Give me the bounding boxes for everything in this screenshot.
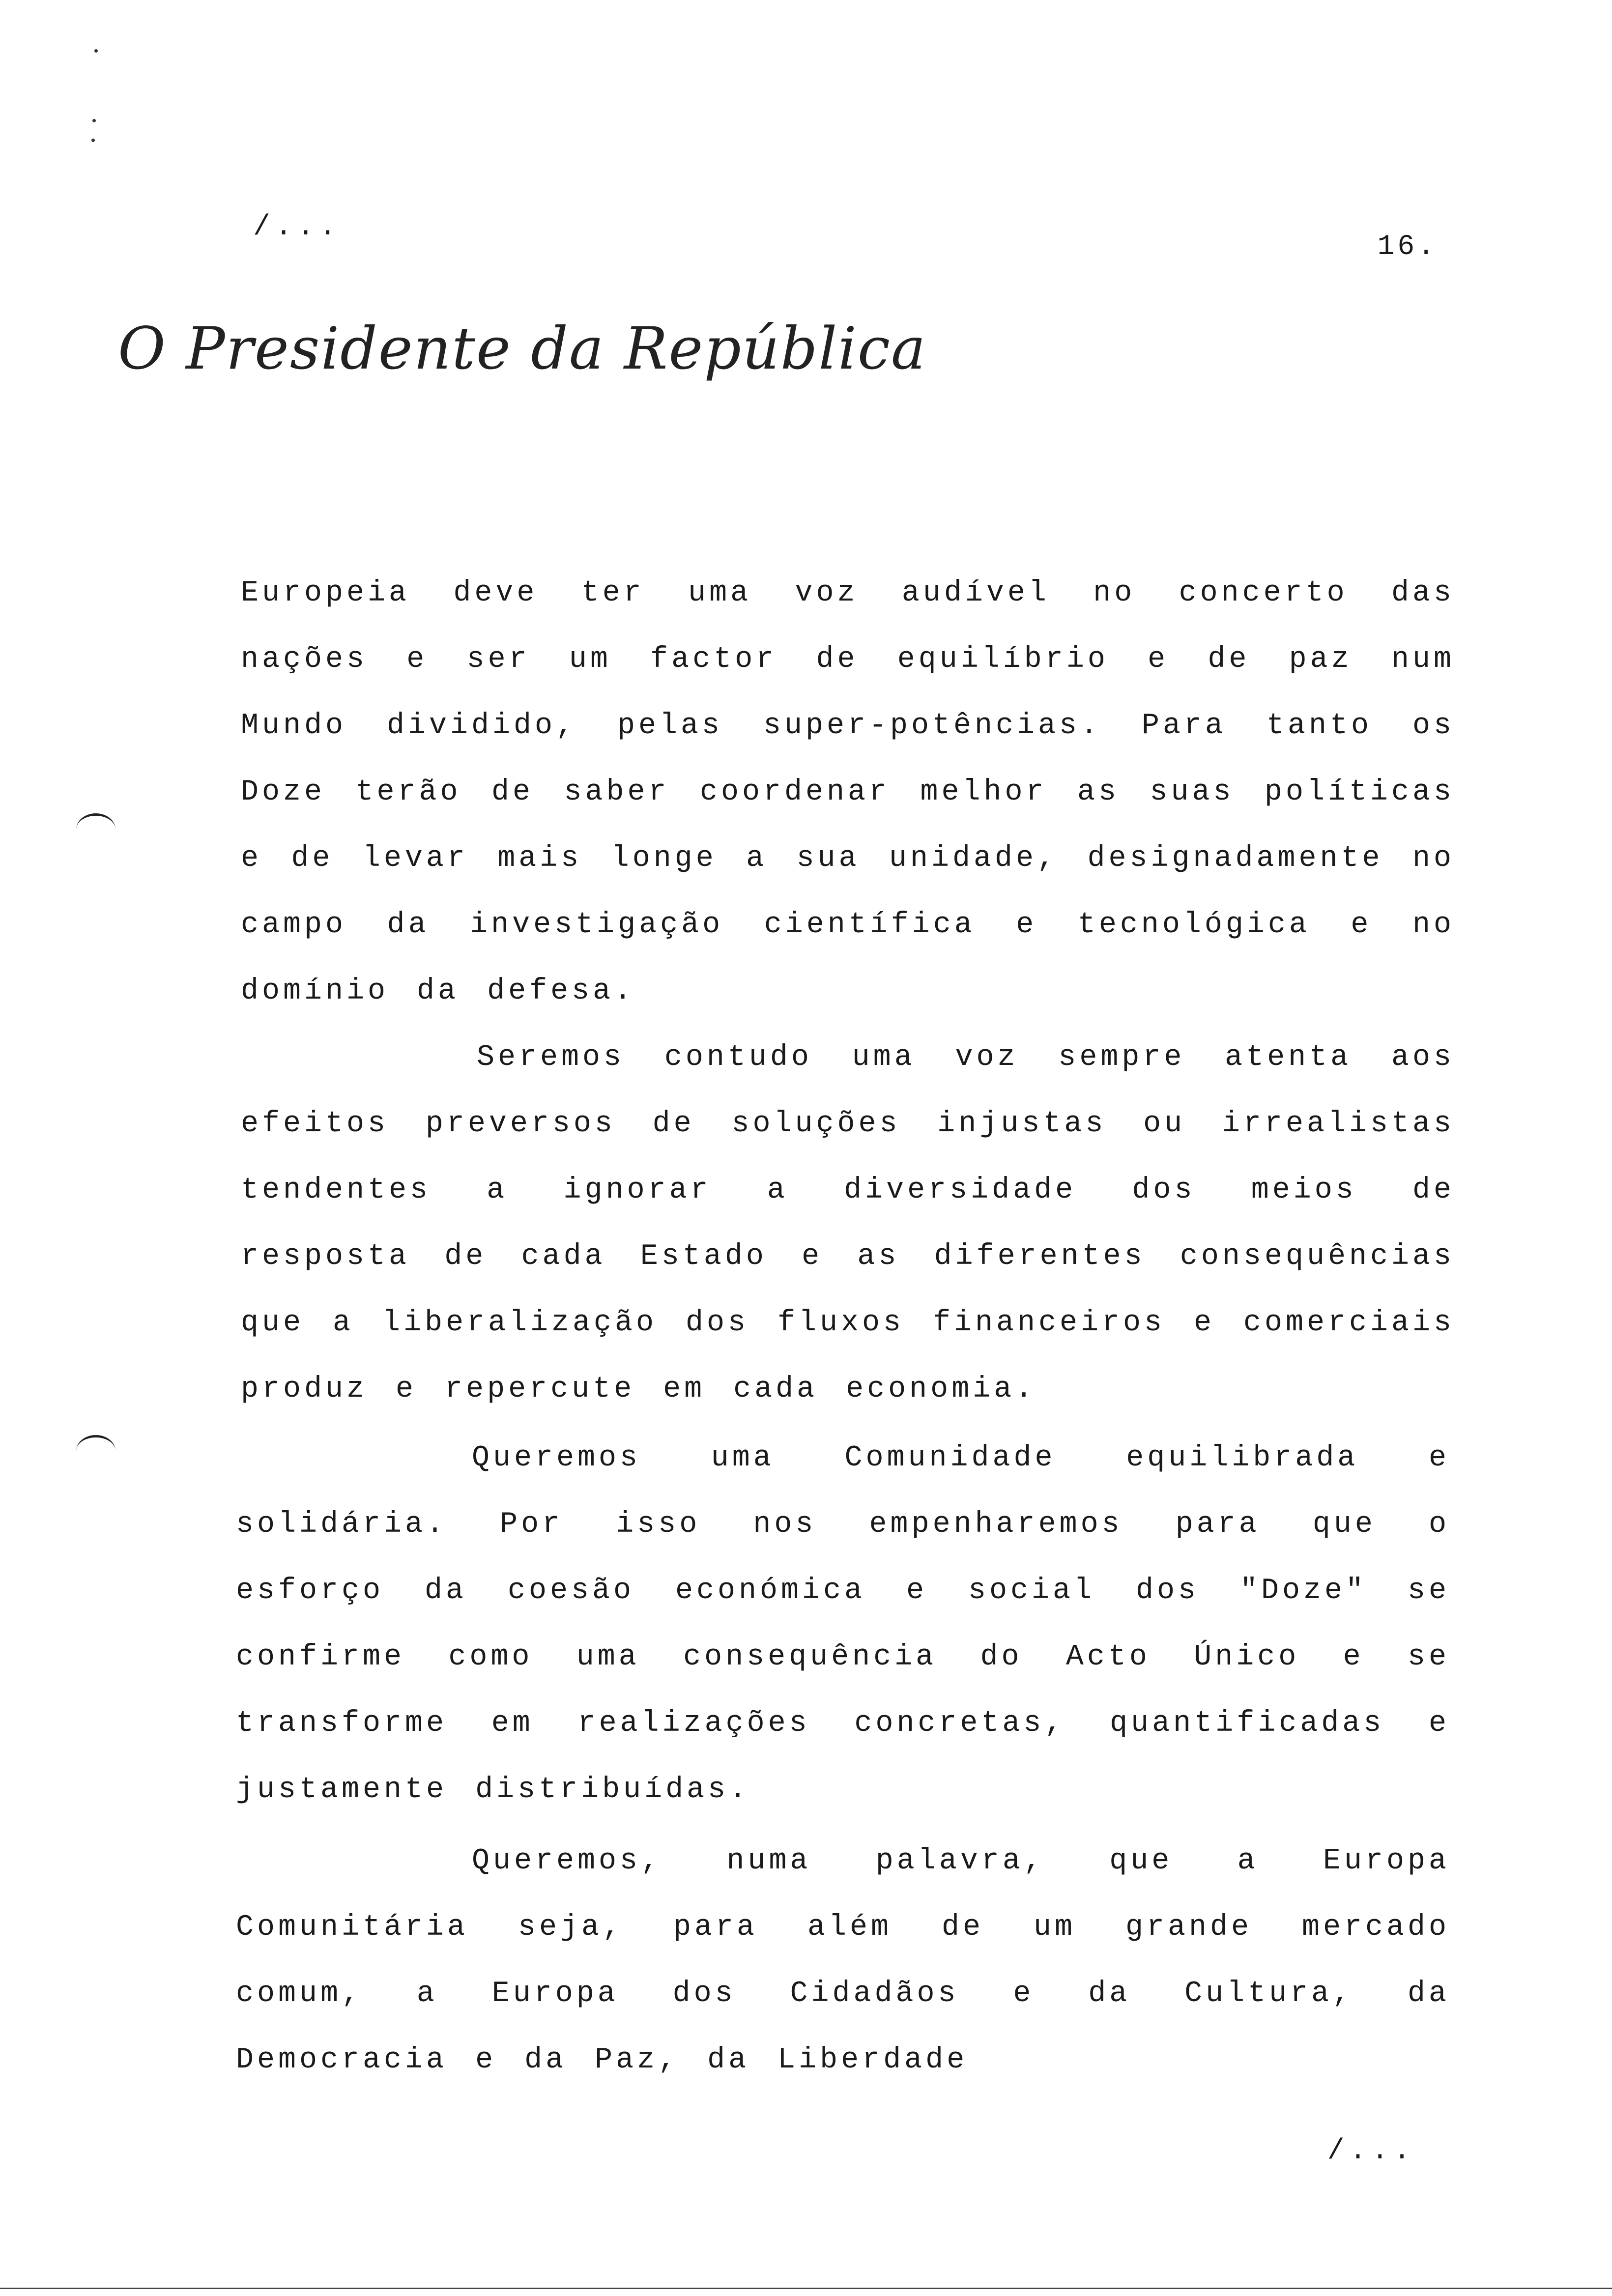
punch-hole-mark <box>76 813 115 845</box>
punch-hole-mark <box>76 1435 115 1467</box>
scan-speck <box>94 49 98 53</box>
paragraph-3: Queremos uma Comunidade equilibrada e solidária. Por isso nos empenharemos para que o esforço da coesão económica e social dos "Doze" se confirme como uma consequência do Acto Único e se transforme em realizações concretas, quantificadas e justamente distribuídas. <box>236 1441 1450 1807</box>
continuation-marker-top: /... <box>253 211 342 243</box>
scan-speck <box>92 119 96 122</box>
scan-speck <box>91 139 95 142</box>
letterhead-title: O Presidente da República <box>118 315 927 382</box>
scan-edge-line <box>0 2288 1612 2289</box>
paragraph-2: Seremos contudo uma voz sempre atenta aos efeitos preversos de soluções injustas ou irrealistas tendentes a ignorar a diversidade dos meios de resposta de cada Estado e as diferentes consequências que a liberalização dos fluxos financeiros e comerciais produz e repercute em cada economia. <box>241 1041 1455 1406</box>
continuation-marker-bottom: /... <box>1327 2135 1415 2167</box>
paragraph-1: Europeia deve ter uma voz audível no concerto das nações e ser um factor de equilíbrio e de paz num Mundo dividido, pelas super-potências. Para tanto os Doze terão de saber coordenar melhor as suas políticas e de levar mais longe a sua unidade, designadamente no campo da investigação científica e tecnológica e no domínio da defesa. <box>241 576 1455 1008</box>
page-number: 16. <box>1377 231 1438 263</box>
paragraph-4: Queremos, numa palavra, que a Europa Comunitária seja, para além de um grande mercado comum, a Europa dos Cidadãos e da Cultura, da Democracia e da Paz, da Liberdade <box>236 1844 1450 2077</box>
